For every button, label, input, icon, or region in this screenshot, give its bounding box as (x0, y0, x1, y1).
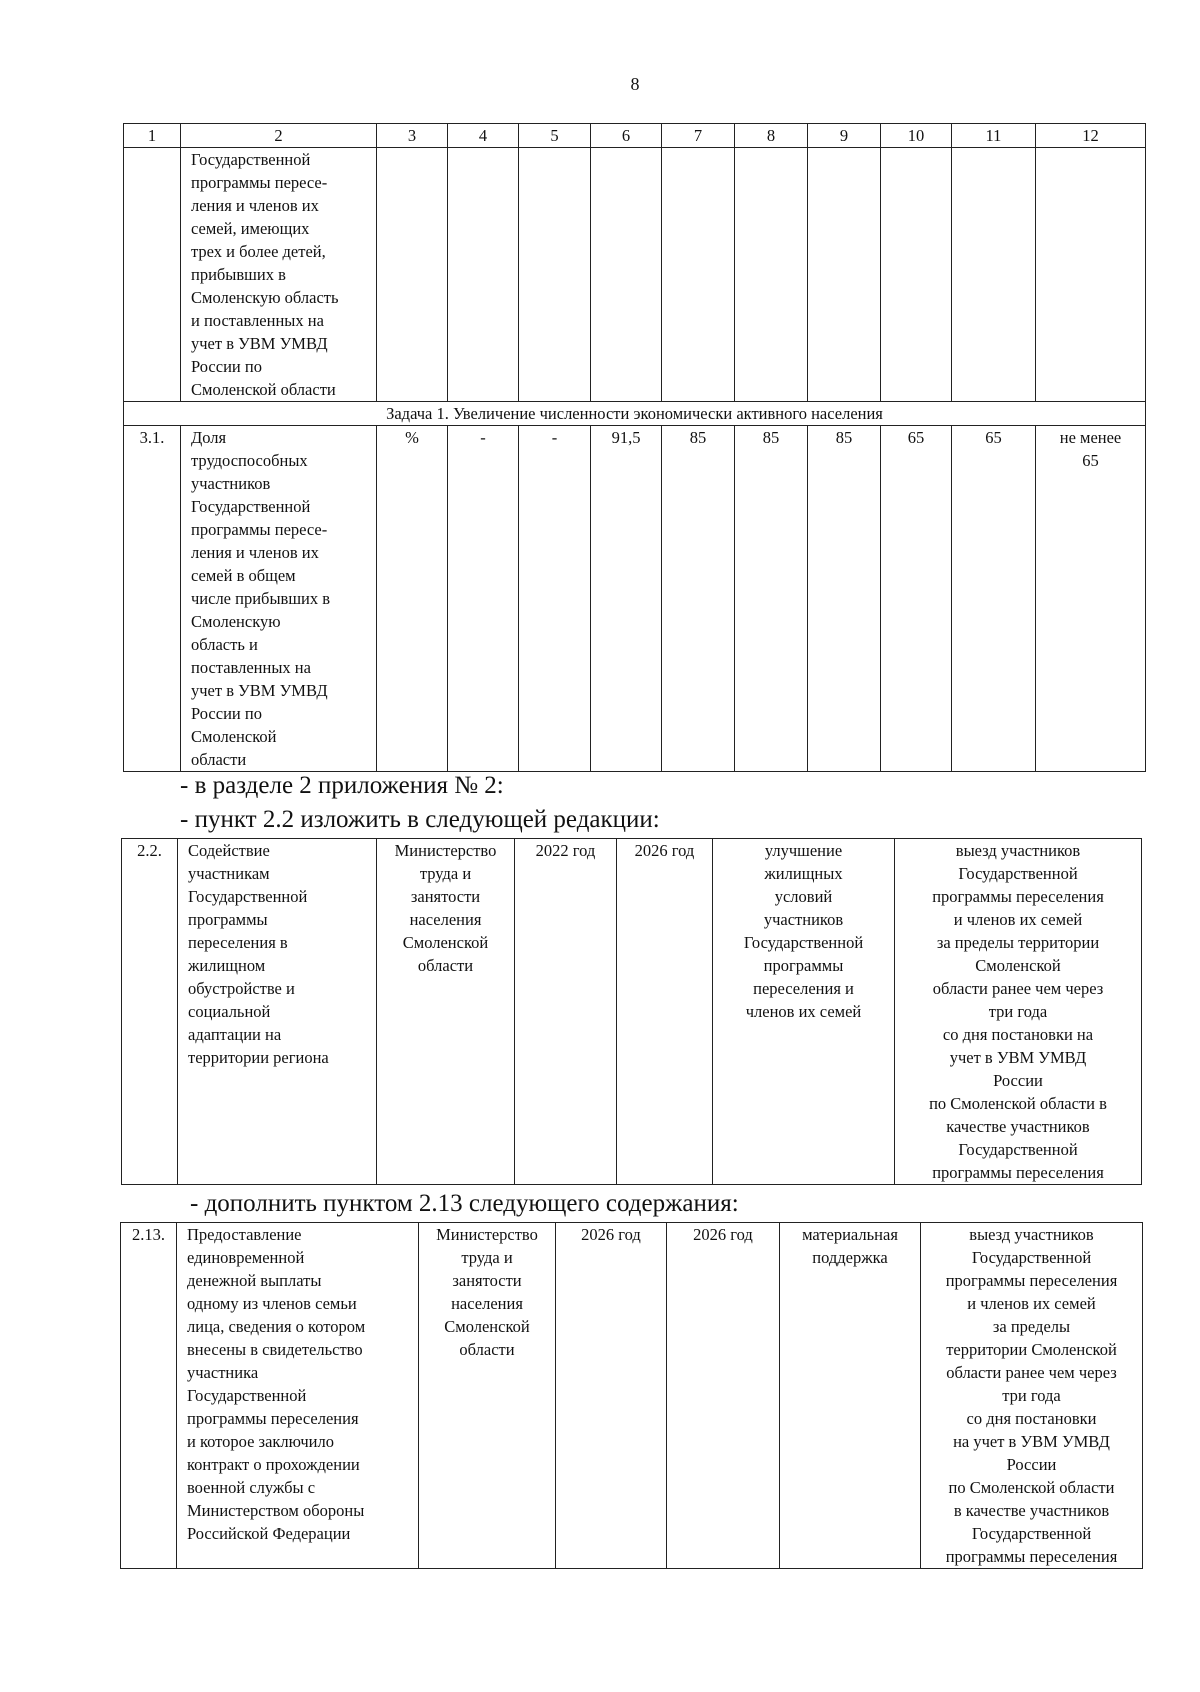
value-cell: 85 (662, 426, 735, 772)
header-cell: 3 (377, 124, 448, 148)
value-cell: 91,5 (591, 426, 662, 772)
end-year-cell: 2026 год (617, 839, 713, 1185)
risk-cell: выезд участников Государственной программы переселения и членов их семей за пределы территории Смоленской области ранее чем через три года со дня постановки на учет в УВМ УМВД России по Смоленской области в качестве участников Государственной программы переселения (921, 1223, 1143, 1569)
result-cell: материальная поддержка (780, 1223, 921, 1569)
header-cell: 4 (448, 124, 519, 148)
executor-cell: Министерство труда и занятости населения Смоленской области (419, 1223, 556, 1569)
task-row (124, 402, 1146, 426)
measure-2-13-table (120, 1222, 1143, 1569)
table-header-row (124, 124, 1146, 148)
row-number-cell (124, 148, 181, 402)
instruction-item-2-2: - пункт 2.2 изложить в следующей редакции: (180, 806, 660, 833)
table-row (124, 426, 1146, 772)
table-row (122, 839, 1142, 1185)
value-cell: 85 (808, 426, 881, 772)
value-cell: 85 (735, 426, 808, 772)
indicator-name-cell: Доля трудоспособных участников Государственной программы пересе- ления и членов их семей в общем числе прибывших в Смоленскую область и поставленных на учет в УВМ УМВД России по Смоленской области (181, 426, 377, 772)
risk-cell: выезд участников Государственной программы переселения и членов их семей за пределы территории Смоленской области ранее чем через три года со дня постановки на учет в УВМ УМВД России по Смоленской области в качестве участников Государственной программы переселения (895, 839, 1142, 1185)
row-number-cell: 3.1. (124, 426, 181, 772)
instruction-item-2-13: - дополнить пунктом 2.13 следующего содержания: (190, 1190, 739, 1217)
measure-name-cell: Содействие участникам Государственной программы переселения в жилищном обустройстве и социальной адаптации на территории региона (178, 839, 377, 1185)
value-cell: 65 (881, 426, 952, 772)
table-row (121, 1223, 1143, 1569)
header-cell: 10 (881, 124, 952, 148)
header-cell: 9 (808, 124, 881, 148)
page-number: 8 (630, 74, 640, 94)
header-cell: 6 (591, 124, 662, 148)
value-cell: - (519, 426, 591, 772)
task-heading: Задача 1. Увеличение численности экономически активного населения (124, 402, 1146, 426)
end-year-cell: 2026 год (667, 1223, 780, 1569)
value-cell: не менее 65 (1036, 426, 1146, 772)
instruction-section-2: - в разделе 2 приложения № 2: (180, 772, 504, 799)
header-cell: 1 (124, 124, 181, 148)
table-row (124, 148, 1146, 402)
value-cell: - (448, 426, 519, 772)
measure-2-2-table (121, 838, 1142, 1185)
header-cell: 12 (1036, 124, 1146, 148)
header-cell: 11 (952, 124, 1036, 148)
indicator-name-cell: Государственной программы пересе- ления и членов их семей, имеющих трех и более детей, прибывших в Смоленскую область и поставленных на учет в УВМ УМВД России по Смоленской области (181, 148, 377, 402)
executor-cell: Министерство труда и занятости населения Смоленской области (377, 839, 515, 1185)
start-year-cell: 2022 год (515, 839, 617, 1185)
indicators-table (123, 123, 1146, 772)
header-cell: 2 (181, 124, 377, 148)
start-year-cell: 2026 год (556, 1223, 667, 1569)
header-cell: 8 (735, 124, 808, 148)
item-number-cell: 2.2. (122, 839, 178, 1185)
value-cell: 65 (952, 426, 1036, 772)
unit-cell: % (377, 426, 448, 772)
header-cell: 5 (519, 124, 591, 148)
item-number-cell: 2.13. (121, 1223, 177, 1569)
header-cell: 7 (662, 124, 735, 148)
measure-name-cell: Предоставление единовременной денежной выплаты одному из членов семьи лица, сведения о котором внесены в свидетельство участника Государственной программы переселения и которое заключило контракт о прохождении военной службы с Министерством обороны Российской Федерации (177, 1223, 419, 1569)
result-cell: улучшение жилищных условий участников Государственной программы переселения и членов их семей (713, 839, 895, 1185)
